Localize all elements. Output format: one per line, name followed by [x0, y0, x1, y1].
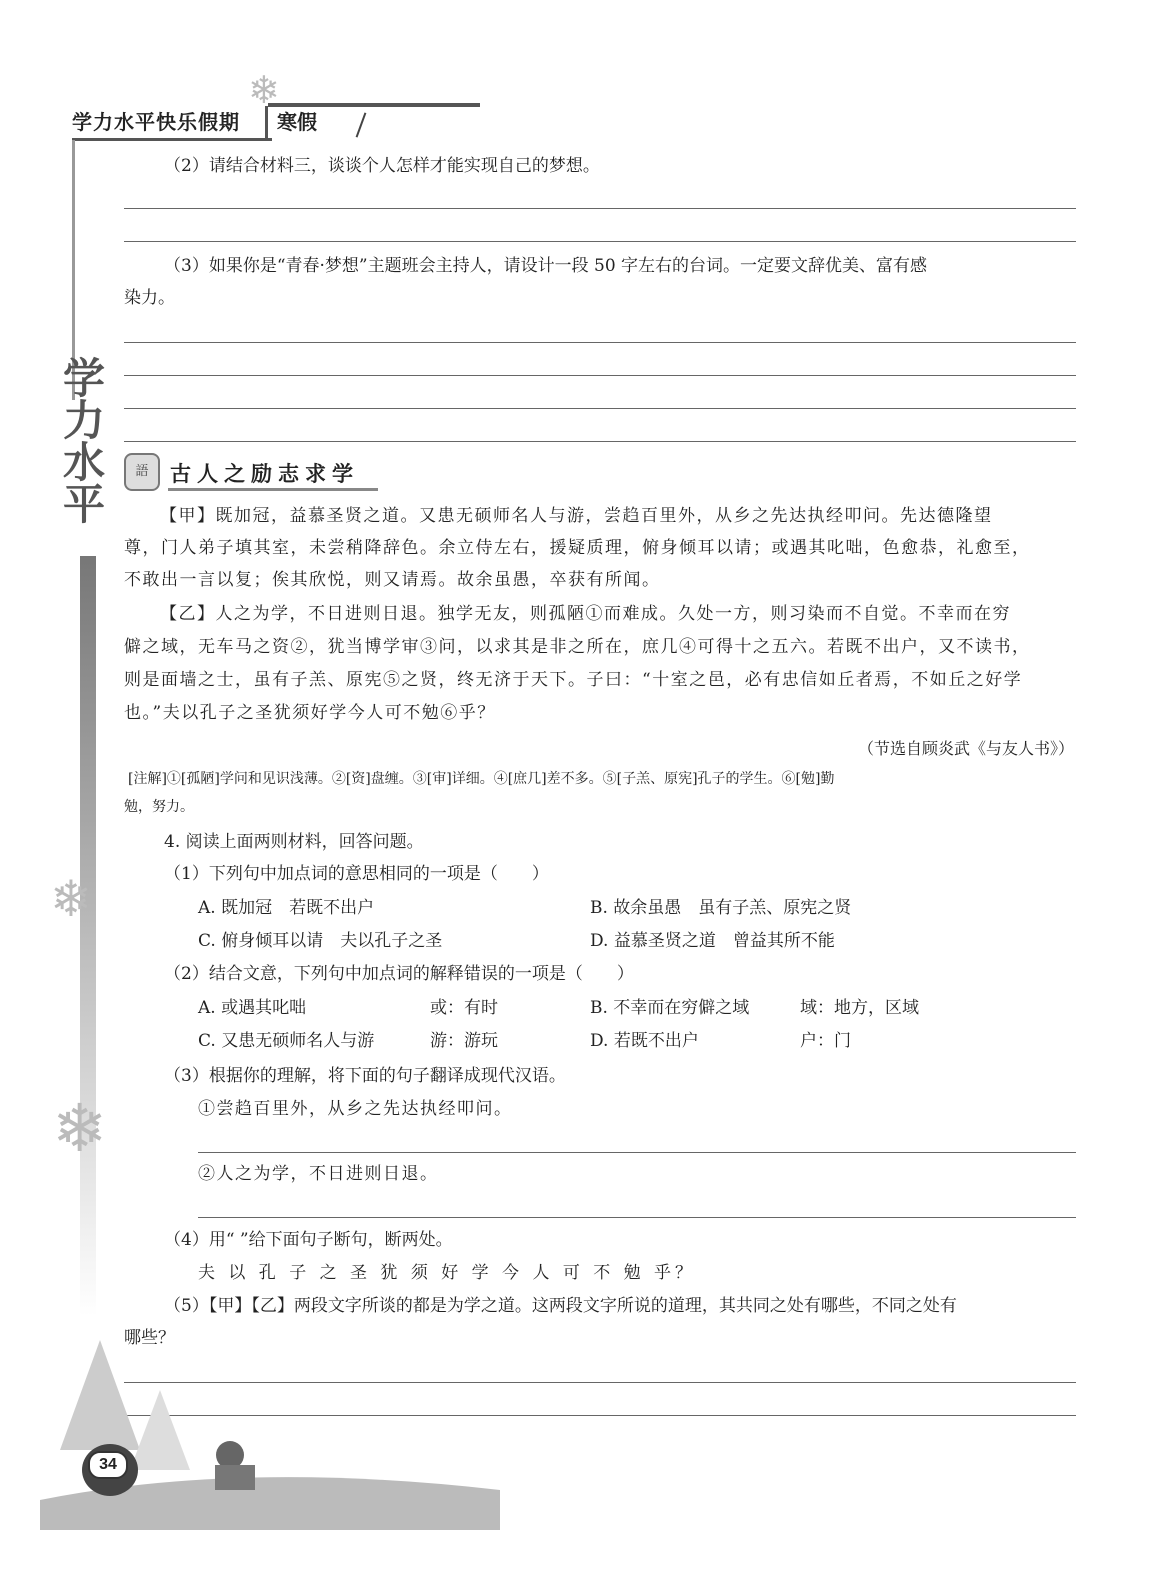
- q4-2-option-b-gloss: 域：地方，区域: [800, 998, 919, 1018]
- q4-2-option-a[interactable]: A. 或遇其叱咄: [198, 998, 307, 1018]
- snowflake-icon: ❄: [248, 68, 280, 112]
- q4-3-stem: （3）根据你的理解，将下面的句子翻译成现代汉语。: [164, 1066, 566, 1086]
- book-title: 学力水平快乐假期: [72, 112, 240, 134]
- answer-line[interactable]: [124, 441, 1076, 442]
- jia-line-1: 【甲】既加冠，益慕圣贤之道。又患无硕师名人与游，尝趋百里外，从乡之先达执经叩问。先达德隆望: [160, 506, 993, 526]
- q4-3-sentence-1: ①尝趋百里外，从乡之先达执经叩问。: [198, 1099, 513, 1119]
- bottom-snow-scene-icon: [40, 1330, 500, 1530]
- q4-4-stem: （4）用“ ”给下面句子断句，断两处。: [164, 1230, 453, 1250]
- q4-1-option-b[interactable]: B. 故余虽愚 虽有子羔、原宪之贤: [590, 898, 852, 918]
- q4-2-stem: （2）结合文意，下列句中加点词的解释错误的一项是（ ）: [164, 964, 634, 984]
- yi-line-3: 则是面墙之士，虽有子羔、原宪⑤之贤，终无济于天下。子曰：“十室之邑，必有忠信如丘者焉，不如丘之好学: [124, 670, 1023, 690]
- page-number: 34: [88, 1451, 128, 1479]
- q4-1-option-d[interactable]: D. 益慕圣贤之道 曾益其所不能: [590, 931, 835, 951]
- answer-line[interactable]: [198, 1217, 1076, 1218]
- yi-line-2: 僻之域，无车马之资②，犹当博学审③问，以求其是非之所在，庶几④可得十之五六。若既不出户，又不读书，: [124, 637, 1031, 657]
- question-3-line2: 染力。: [124, 288, 175, 308]
- answer-line[interactable]: [198, 1152, 1076, 1153]
- section-title: 古人之励志求学: [170, 461, 359, 486]
- question-4-stem: 4. 阅读上面两则材料，回答问题。: [164, 832, 424, 852]
- answer-line[interactable]: [124, 408, 1076, 409]
- jia-line-3: 不敢出一言以复；俟其欣悦，则又请焉。故余虽愚，卒获有所闻。: [124, 570, 661, 590]
- header-rule: [268, 103, 480, 107]
- q4-1-option-a[interactable]: A. 既加冠 若既不出户: [198, 898, 375, 918]
- q4-1-stem: （1）下列句中加点词的意思相同的一项是（ ）: [164, 864, 549, 884]
- notes-line2: 勉，努力。: [124, 799, 194, 815]
- yi-line-1: 【乙】人之为学，不日进则日退。独学无友，则孤陋①而难成。久处一方，则习染而不自觉。不幸而在穷: [160, 604, 1011, 624]
- header-frame: [72, 138, 272, 141]
- q4-2-option-d[interactable]: D. 若既不出户: [590, 1031, 699, 1051]
- q4-2-option-a-gloss: 或：有时: [430, 998, 498, 1018]
- answer-line[interactable]: [124, 241, 1076, 242]
- q4-2-option-c[interactable]: C. 又患无硕师名人与游: [198, 1031, 375, 1051]
- snowflake-icon: ❄: [50, 870, 92, 928]
- jia-line-2: 尊，门人弟子填其室，未尝稍降辞色。余立侍左右，援疑质理，俯身倾耳以请；或遇其叱咄，色愈恭，礼愈至，: [124, 538, 1031, 558]
- section-badge-icon: 語: [124, 453, 160, 491]
- source-citation: （节选自顾炎武《与友人书》）: [857, 739, 1074, 758]
- q4-5-line2: 哪些？: [124, 1328, 175, 1348]
- yi-line-4: 也。”夫以孔子之圣犹须好学今人可不勉⑥乎？: [124, 703, 496, 723]
- snowflake-icon: ❄: [52, 1090, 108, 1167]
- q4-4-sentence: 夫 以 孔 子 之 圣 犹 须 好 学 今 人 可 不 勉 乎？: [198, 1263, 697, 1283]
- left-gray-bar: [80, 556, 96, 1316]
- season-label: 寒假: [277, 112, 317, 134]
- q4-1-option-c[interactable]: C. 俯身倾耳以请 夫以孔子之圣: [198, 931, 443, 951]
- notes-line1: [注解]①[孤陋]学问和见识浅薄。②[资]盘缠。③[审]详细。④[庶几]差不多。⑤[子羔、原宪]孔子的学生。⑥[勉]勤: [128, 771, 835, 787]
- answer-line[interactable]: [124, 375, 1076, 376]
- q4-2-option-c-gloss: 游：游玩: [430, 1031, 498, 1051]
- section-title-underline: [168, 488, 378, 491]
- side-deco-text: 学力水平: [57, 356, 106, 524]
- answer-line[interactable]: [124, 342, 1076, 343]
- q4-2-option-d-gloss: 户：门: [800, 1031, 851, 1051]
- q4-5-line1: （5）【甲】【乙】两段文字所谈的都是为学之道。这两段文字所说的道理，其共同之处有哪些，不同之处有: [164, 1296, 957, 1316]
- answer-line[interactable]: [124, 208, 1076, 209]
- question-3-line1: （3）如果你是“青春·梦想”主题班会主持人，请设计一段 50 字左右的台词。一定要文辞优美、富有感: [164, 256, 928, 276]
- header-slash: [356, 112, 367, 137]
- q4-3-sentence-2: ②人之为学，不日进则日退。: [198, 1164, 439, 1184]
- q4-2-option-b[interactable]: B. 不幸而在穷僻之域: [590, 998, 750, 1018]
- question-2: （2）请结合材料三，谈谈个人怎样才能实现自己的梦想。: [164, 156, 600, 176]
